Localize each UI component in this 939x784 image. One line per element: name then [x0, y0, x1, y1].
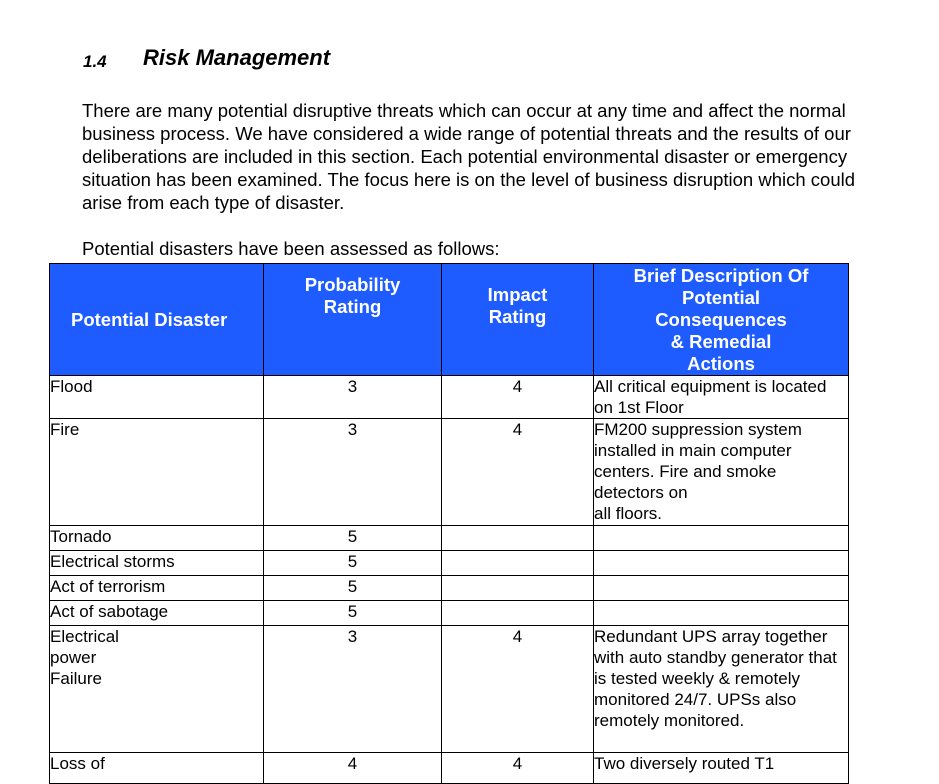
table-row — [50, 753, 849, 784]
cell-description: FM200 suppression system installed in main computer centers. Fire and smoke detectors on all floors. — [594, 419, 849, 526]
table-header-row — [50, 264, 849, 376]
section-title: Risk Management — [143, 45, 331, 70]
table-row — [50, 376, 849, 419]
section-number: 1.4 — [83, 52, 107, 71]
cell-description: Two diversely routed T1 — [594, 753, 849, 784]
cell-disaster: Flood — [50, 376, 264, 419]
cell-description: All critical equipment is located on 1st Floor — [594, 376, 849, 419]
cell-disaster: Act of terrorism — [50, 576, 264, 601]
cell-probability: 3 — [264, 626, 442, 753]
table-row — [50, 419, 849, 526]
cell-impact: 4 — [442, 753, 594, 784]
header-impact-rating: Impact Rating — [442, 264, 594, 376]
cell-impact — [442, 551, 594, 576]
cell-description — [594, 551, 849, 576]
header-description: Brief Description Of Potential Consequences & Remedial Actions — [594, 264, 849, 376]
intro-paragraph: There are many potential disruptive threats which can occur at any time and affect the normal business process. We have considered a wide range of potential threats and the results of our deliberations are included in this section. Each potential environmental disaster or emergency situation has been examined. The focus here is on the level of business disruption which could arise from each type of disaster. — [82, 100, 856, 213]
cell-probability: 5 — [264, 526, 442, 551]
cell-impact — [442, 526, 594, 551]
cell-impact: 4 — [442, 626, 594, 753]
table-row — [50, 601, 849, 626]
cell-probability: 5 — [264, 601, 442, 626]
cell-disaster: Fire — [50, 419, 264, 526]
table-row — [50, 551, 849, 576]
cell-disaster: Electrical storms — [50, 551, 264, 576]
table-row — [50, 526, 849, 551]
cell-description — [594, 576, 849, 601]
cell-description — [594, 526, 849, 551]
cell-probability: 3 — [264, 376, 442, 419]
risk-assessment-table — [49, 263, 849, 784]
cell-disaster: Act of sabotage — [50, 601, 264, 626]
cell-probability: 5 — [264, 551, 442, 576]
cell-description: Redundant UPS array together with auto standby generator that is tested weekly & remotely monitored 24/7. UPSs also remotely monitored. — [594, 626, 849, 753]
header-probability-rating: Probability Rating — [264, 264, 442, 376]
header-potential-disaster: Potential Disaster — [50, 264, 264, 376]
cell-disaster: Loss of — [50, 753, 264, 784]
table-row — [50, 626, 849, 753]
cell-impact — [442, 601, 594, 626]
cell-disaster: Tornado — [50, 526, 264, 551]
cell-impact: 4 — [442, 419, 594, 526]
cell-probability: 4 — [264, 753, 442, 784]
cell-probability: 5 — [264, 576, 442, 601]
cell-impact: 4 — [442, 376, 594, 419]
table-lead-text: Potential disasters have been assessed as follows: — [82, 238, 500, 259]
cell-impact — [442, 576, 594, 601]
cell-probability: 3 — [264, 419, 442, 526]
cell-disaster: Electrical power Failure — [50, 626, 264, 753]
table-row — [50, 576, 849, 601]
cell-description — [594, 601, 849, 626]
